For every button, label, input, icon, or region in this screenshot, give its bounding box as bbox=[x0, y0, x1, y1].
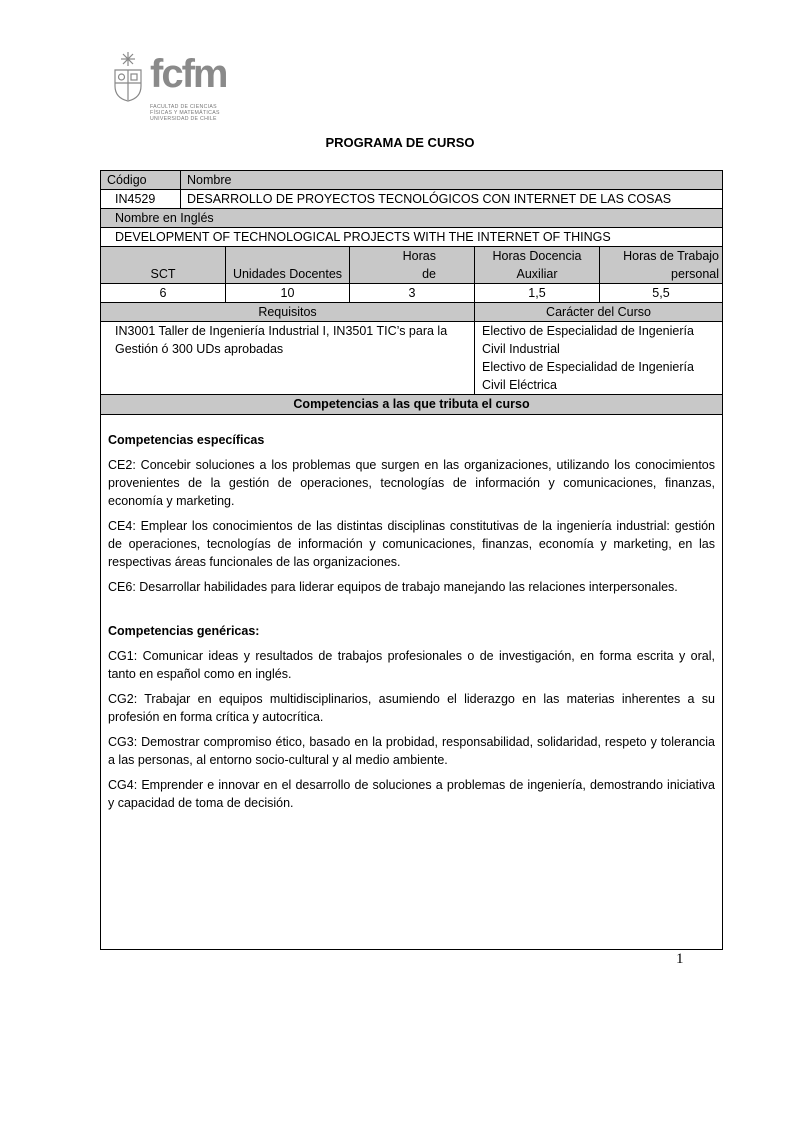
competency-ce2: CE2: Concebir soluciones a los problemas que surgen en las organizaciones, utilizando los conocimientos provenientes de la gestión de operaciones, tecnologías de información y comunicaciones, finanzas, economía y marketing. bbox=[108, 458, 715, 508]
english-name-row bbox=[101, 228, 722, 247]
code-name-row bbox=[101, 190, 722, 209]
hours-header-sct: SCT bbox=[150, 267, 176, 281]
hours-header-catedra: Horas de bbox=[349, 247, 474, 283]
english-name-header-row bbox=[101, 209, 722, 228]
hours-header-personal: Horas de Trabajo personal bbox=[599, 247, 722, 283]
competency-ce4: CE4: Emplear los conocimientos de las distintas disciplinas constitutivas de la ingeniería industrial: gestión de operaciones, tecnologías de información y comunicaciones, finanzas, economía y marketing, en las respectivas áreas funcionales de las organizaciones. bbox=[108, 519, 715, 569]
character-line-2: Electivo de Especialidad de Ingeniería Civil Eléctrica bbox=[482, 360, 694, 392]
fcfm-logo bbox=[112, 46, 242, 128]
code-label: Código bbox=[107, 173, 147, 187]
hours-value-sct: 6 bbox=[159, 286, 167, 300]
university-seal-icon bbox=[112, 50, 144, 102]
english-name-label: Nombre en Inglés bbox=[115, 211, 214, 225]
course-program-table bbox=[100, 170, 723, 950]
course-name: DESARROLLO DE PROYECTOS TECNOLÓGICOS CON INTERNET DE LAS COSAS bbox=[180, 190, 722, 208]
specific-competencies-title: Competencias específicas bbox=[108, 433, 265, 447]
hours-header-ud: Unidades Docentes bbox=[225, 247, 349, 283]
requirements-row bbox=[101, 322, 722, 395]
logo-wordmark: fcfm bbox=[150, 52, 227, 96]
competency-cg4: CG4: Emprender e innovar en el desarrollo de soluciones a problemas de ingeniería, demostrando iniciativa y capacidad de toma de decisión. bbox=[108, 778, 715, 810]
competencies-header-row bbox=[101, 395, 722, 415]
hours-values-row bbox=[101, 284, 722, 303]
hours-value-catedra: 3 bbox=[349, 284, 474, 302]
generic-competencies-title: Competencias genéricas: bbox=[108, 624, 260, 638]
requirements-text: IN3001 Taller de Ingeniería Industrial I, IN3501 TIC’s para la Gestión ó 300 UDs aprobadas bbox=[115, 324, 448, 356]
competencies-body bbox=[101, 416, 722, 819]
hours-header-row bbox=[101, 247, 722, 284]
competency-ce6: CE6: Desarrollar habilidades para liderar equipos de trabajo manejando las relaciones interpersonales. bbox=[108, 580, 678, 594]
english-name: DEVELOPMENT OF TECHNOLOGICAL PROJECTS WITH THE INTERNET OF THINGS bbox=[115, 230, 611, 244]
code-name-header-row bbox=[101, 171, 722, 190]
competency-cg3: CG3: Demostrar compromiso ético, basado en la probidad, responsabilidad, solidaridad, respeto y tolerancia a las personas, al entorno socio-cultural y al medio ambiente. bbox=[108, 735, 715, 767]
document-title: PROGRAMA DE CURSO bbox=[325, 135, 475, 150]
competency-cg2: CG2: Trabajar en equipos multidisciplinarios, asumiendo el liderazgo en las materias inherentes a su profesión en forma crítica y autocrítica. bbox=[108, 692, 715, 724]
hours-value-personal: 5,5 bbox=[599, 284, 722, 302]
requirements-label: Requisitos bbox=[258, 305, 317, 319]
hours-value-ud: 10 bbox=[225, 284, 349, 302]
character-line-1: Electivo de Especialidad de Ingeniería Civil Industrial bbox=[482, 324, 694, 356]
hours-header-auxiliar: Horas Docencia Auxiliar bbox=[474, 247, 599, 283]
requirements-header-row bbox=[101, 303, 722, 322]
character-label: Carácter del Curso bbox=[474, 303, 722, 321]
page-number: 1 bbox=[676, 951, 684, 967]
character-cell bbox=[474, 322, 722, 394]
competency-cg1: CG1: Comunicar ideas y resultados de trabajos profesionales o de investigación, en forma escrita y oral, tanto en español como en inglés. bbox=[108, 649, 715, 681]
course-code: IN4529 bbox=[115, 192, 156, 206]
competencies-header: Competencias a las que tributa el curso bbox=[293, 397, 530, 411]
hours-value-auxiliar: 1,5 bbox=[474, 284, 599, 302]
name-label: Nombre bbox=[180, 171, 722, 189]
logo-faculty-text: FACULTAD DE CIENCIAS FÍSICAS Y MATEMÁTICAS UNIVERSIDAD DE CHILE bbox=[150, 104, 220, 122]
